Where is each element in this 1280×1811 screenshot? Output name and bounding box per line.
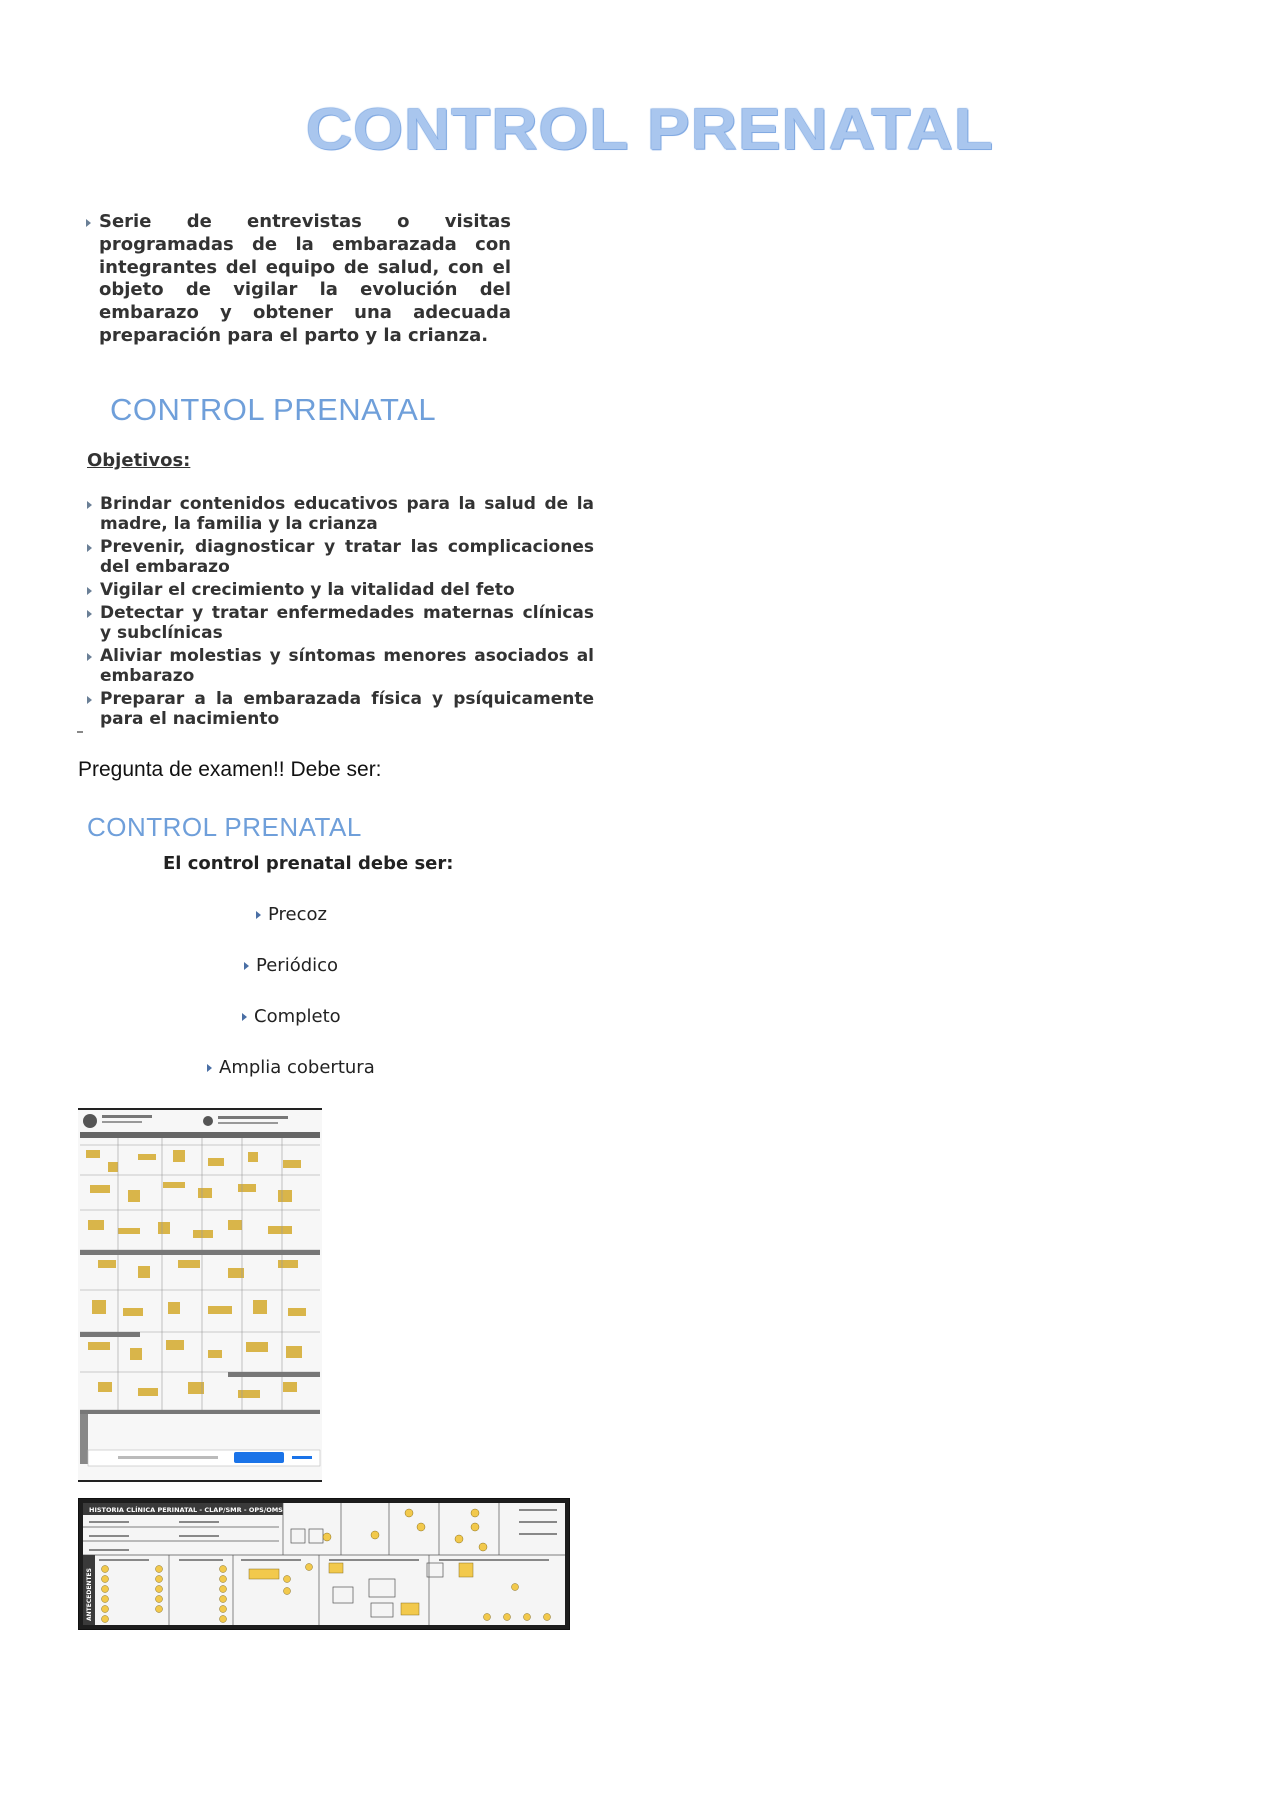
requirement-item: Completo xyxy=(242,1006,341,1027)
objectives-list xyxy=(87,494,594,732)
objective-item: Prevenir, diagnosticar y tratar las complicaciones del embarazo xyxy=(87,537,594,577)
requirements-intro: El control prenatal debe ser: xyxy=(163,853,454,874)
bullet-triangle-icon xyxy=(86,219,91,227)
definition-text: Serie de entrevistas o visitas programadas de la embarazada con integrantes del equipo de salud, con el objeto de vigilar la evolución del embarazo y obtener una adecuada preparación para el parto y la crianza. xyxy=(99,211,511,346)
objective-item: Vigilar el crecimiento y la vitalidad del feto xyxy=(87,580,594,600)
perinatal-form-image xyxy=(78,1108,322,1482)
form-strip-header: HISTORIA CLÍNICA PERINATAL - CLAP/SMR - OPS/OMS xyxy=(89,1506,283,1514)
requirement-item: Periódico xyxy=(244,955,338,976)
form-strip-side-label: ANTECEDENTES xyxy=(86,1568,93,1621)
bullet-triangle-icon xyxy=(242,1013,247,1021)
objective-item: Brindar contenidos educativos para la salud de la madre, la familia y la crianza xyxy=(87,494,594,534)
bullet-triangle-icon xyxy=(87,696,92,704)
bullet-triangle-icon xyxy=(87,610,92,618)
bullet-triangle-icon xyxy=(244,962,249,970)
definition-bullet xyxy=(86,211,511,348)
objectives-label: Objetivos: xyxy=(87,450,191,471)
page-title: CONTROL PRENATAL xyxy=(306,95,994,163)
bullet-triangle-icon xyxy=(256,911,261,919)
bullet-triangle-icon xyxy=(87,544,92,552)
requirement-item: Amplia cobertura xyxy=(207,1057,375,1078)
bullet-triangle-icon xyxy=(207,1064,212,1072)
slide-heading-requirements: CONTROL PRENATAL xyxy=(87,812,362,842)
exam-note: Pregunta de examen!! Debe ser: xyxy=(78,758,382,781)
objective-item: Detectar y tratar enfermedades maternas clínicas y subclínicas xyxy=(87,603,594,643)
objective-item: Preparar a la embarazada física y psíquicamente para el nacimiento xyxy=(87,689,594,729)
slide-heading-objectives: CONTROL PRENATAL xyxy=(110,392,437,427)
bullet-triangle-icon xyxy=(87,653,92,661)
requirement-item: Precoz xyxy=(256,904,327,925)
objective-item: Aliviar molestias y síntomas menores asociados al embarazo xyxy=(87,646,594,686)
bullet-triangle-icon xyxy=(87,501,92,509)
slide-edge-mark xyxy=(77,731,83,733)
perinatal-form-graphic xyxy=(78,1110,322,1480)
bullet-triangle-icon xyxy=(87,587,92,595)
form-strip-graphic xyxy=(79,1499,569,1629)
perinatal-form-strip xyxy=(78,1498,570,1630)
